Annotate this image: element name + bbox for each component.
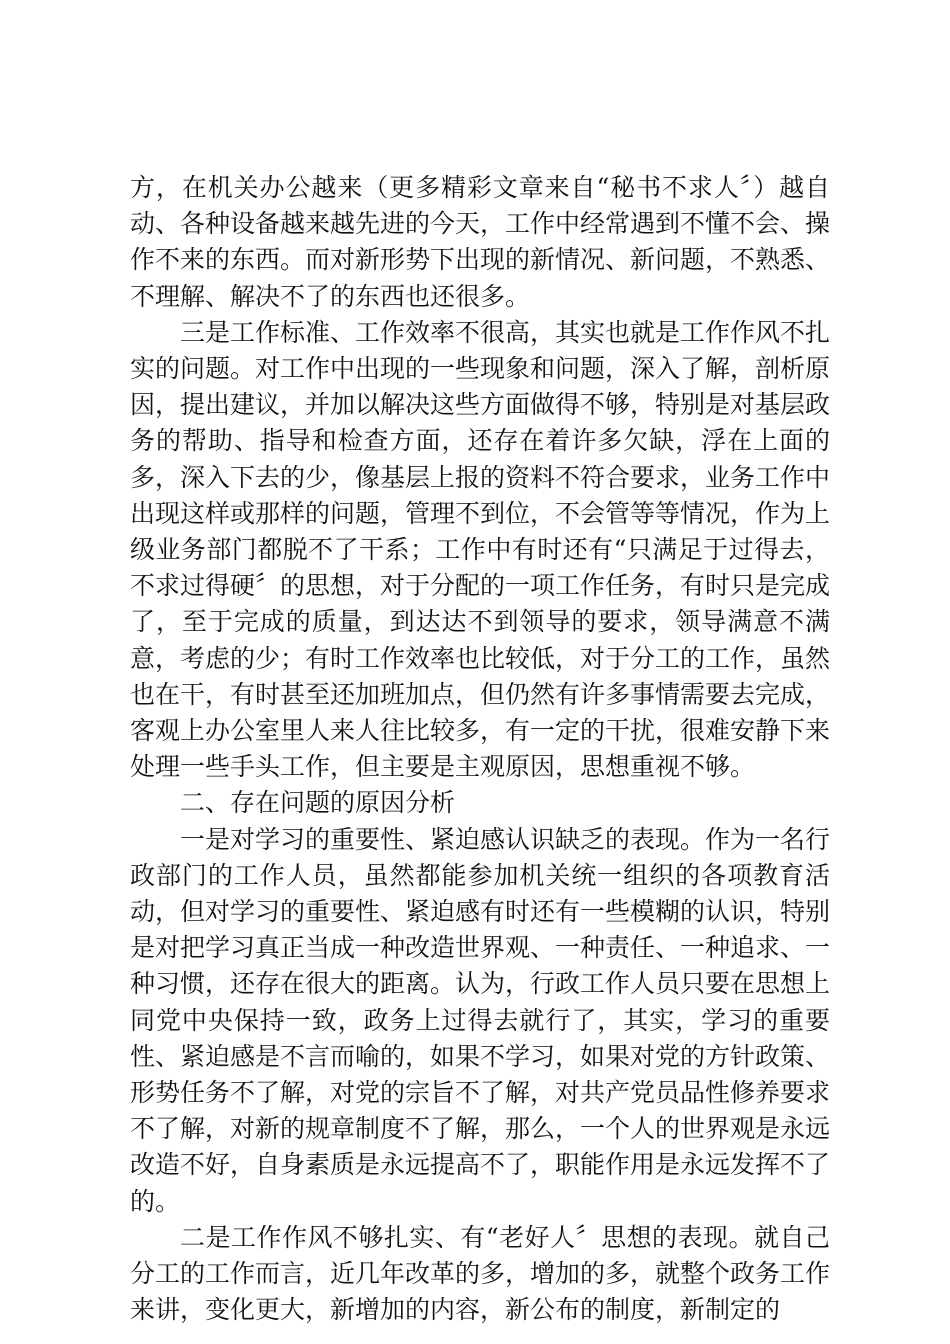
- paragraph-work-style: 二是工作作风不够扎实、有“老好人〞思想的表现。就自己分工的工作而言，近几年改革的多，增加的多，就整个政务工作来讲，变化更大，新增加的内容，新公布的制度，新制定的: [130, 1222, 831, 1325]
- paragraph-work-standards: 三是工作标准、工作效率不很高，其实也就是工作作风不扎实的问题。对工作中出现的一些现象和问题，深入了解，剖析原因，提出建议，并加以解决这些方面做得不够，特别是对基层政务的帮助、指导和检查方面，还存在着许多欠缺，浮在上面的多，深入下去的少，像基层上报的资料不符合要求，业务工作中出现这样或那样的问题，管理不到位，不会管等等情况，作为上级业务部门都脱不了干系；工作中有时还有“只满足于过得去，不求过得硬〞的思想，对于分配的一项工作任务，有时只是完成了，至于完成的质量，到达达不到领导的要求，领导满意不满意，考虑的少；有时工作效率也比较低，对于分工的工作，虽然也在干，有时甚至还加班加点，但仍然有许多事情需要去完成，客观上办公室里人来人往比较多，有一定的干扰，很难安静下来处理一些手头工作，但主要是主观原因，思想重视不够。: [130, 317, 831, 782]
- document-body: [130, 170, 830, 1329]
- paragraph-study-awareness: 一是对学习的重要性、紧迫感认识缺乏的表现。作为一名行政部门的工作人员，虽然都能参加机关统一组织的各项教育活动，但对学习的重要性、紧迫感有时还有一些模糊的认识，特别是对把学习真正当成一种改造世界观、一种责任、一种追求、一种习惯，还存在很大的距离。认为，行政工作人员只要在思想上同党中央保持一致，政务上过得去就行了，其实，学习的重要性、紧迫感是不言而喻的，如果不学习，如果对党的方针政策、形势任务不了解，对党的宗旨不了解，对共产党员品性修养要求不了解，对新的规章制度不了解，那么，一个人的世界观是永远改造不好，自身素质是永远提高不了，职能作用是永远发挥不了的。: [130, 824, 831, 1216]
- section-heading-cause-analysis: 二、存在问题的原因分析: [180, 788, 456, 818]
- paragraph-continuation: 方，在机关办公越来（更多精彩文章来自“秘书不求人〞）越自动、各种设备越来越先进的今天，工作中经常遇到不懂不会、操作不来的东西。而对新形势下出现的新情况、新问题，不熟悉、不理解、解决不了的东西也还很多。: [130, 173, 831, 311]
